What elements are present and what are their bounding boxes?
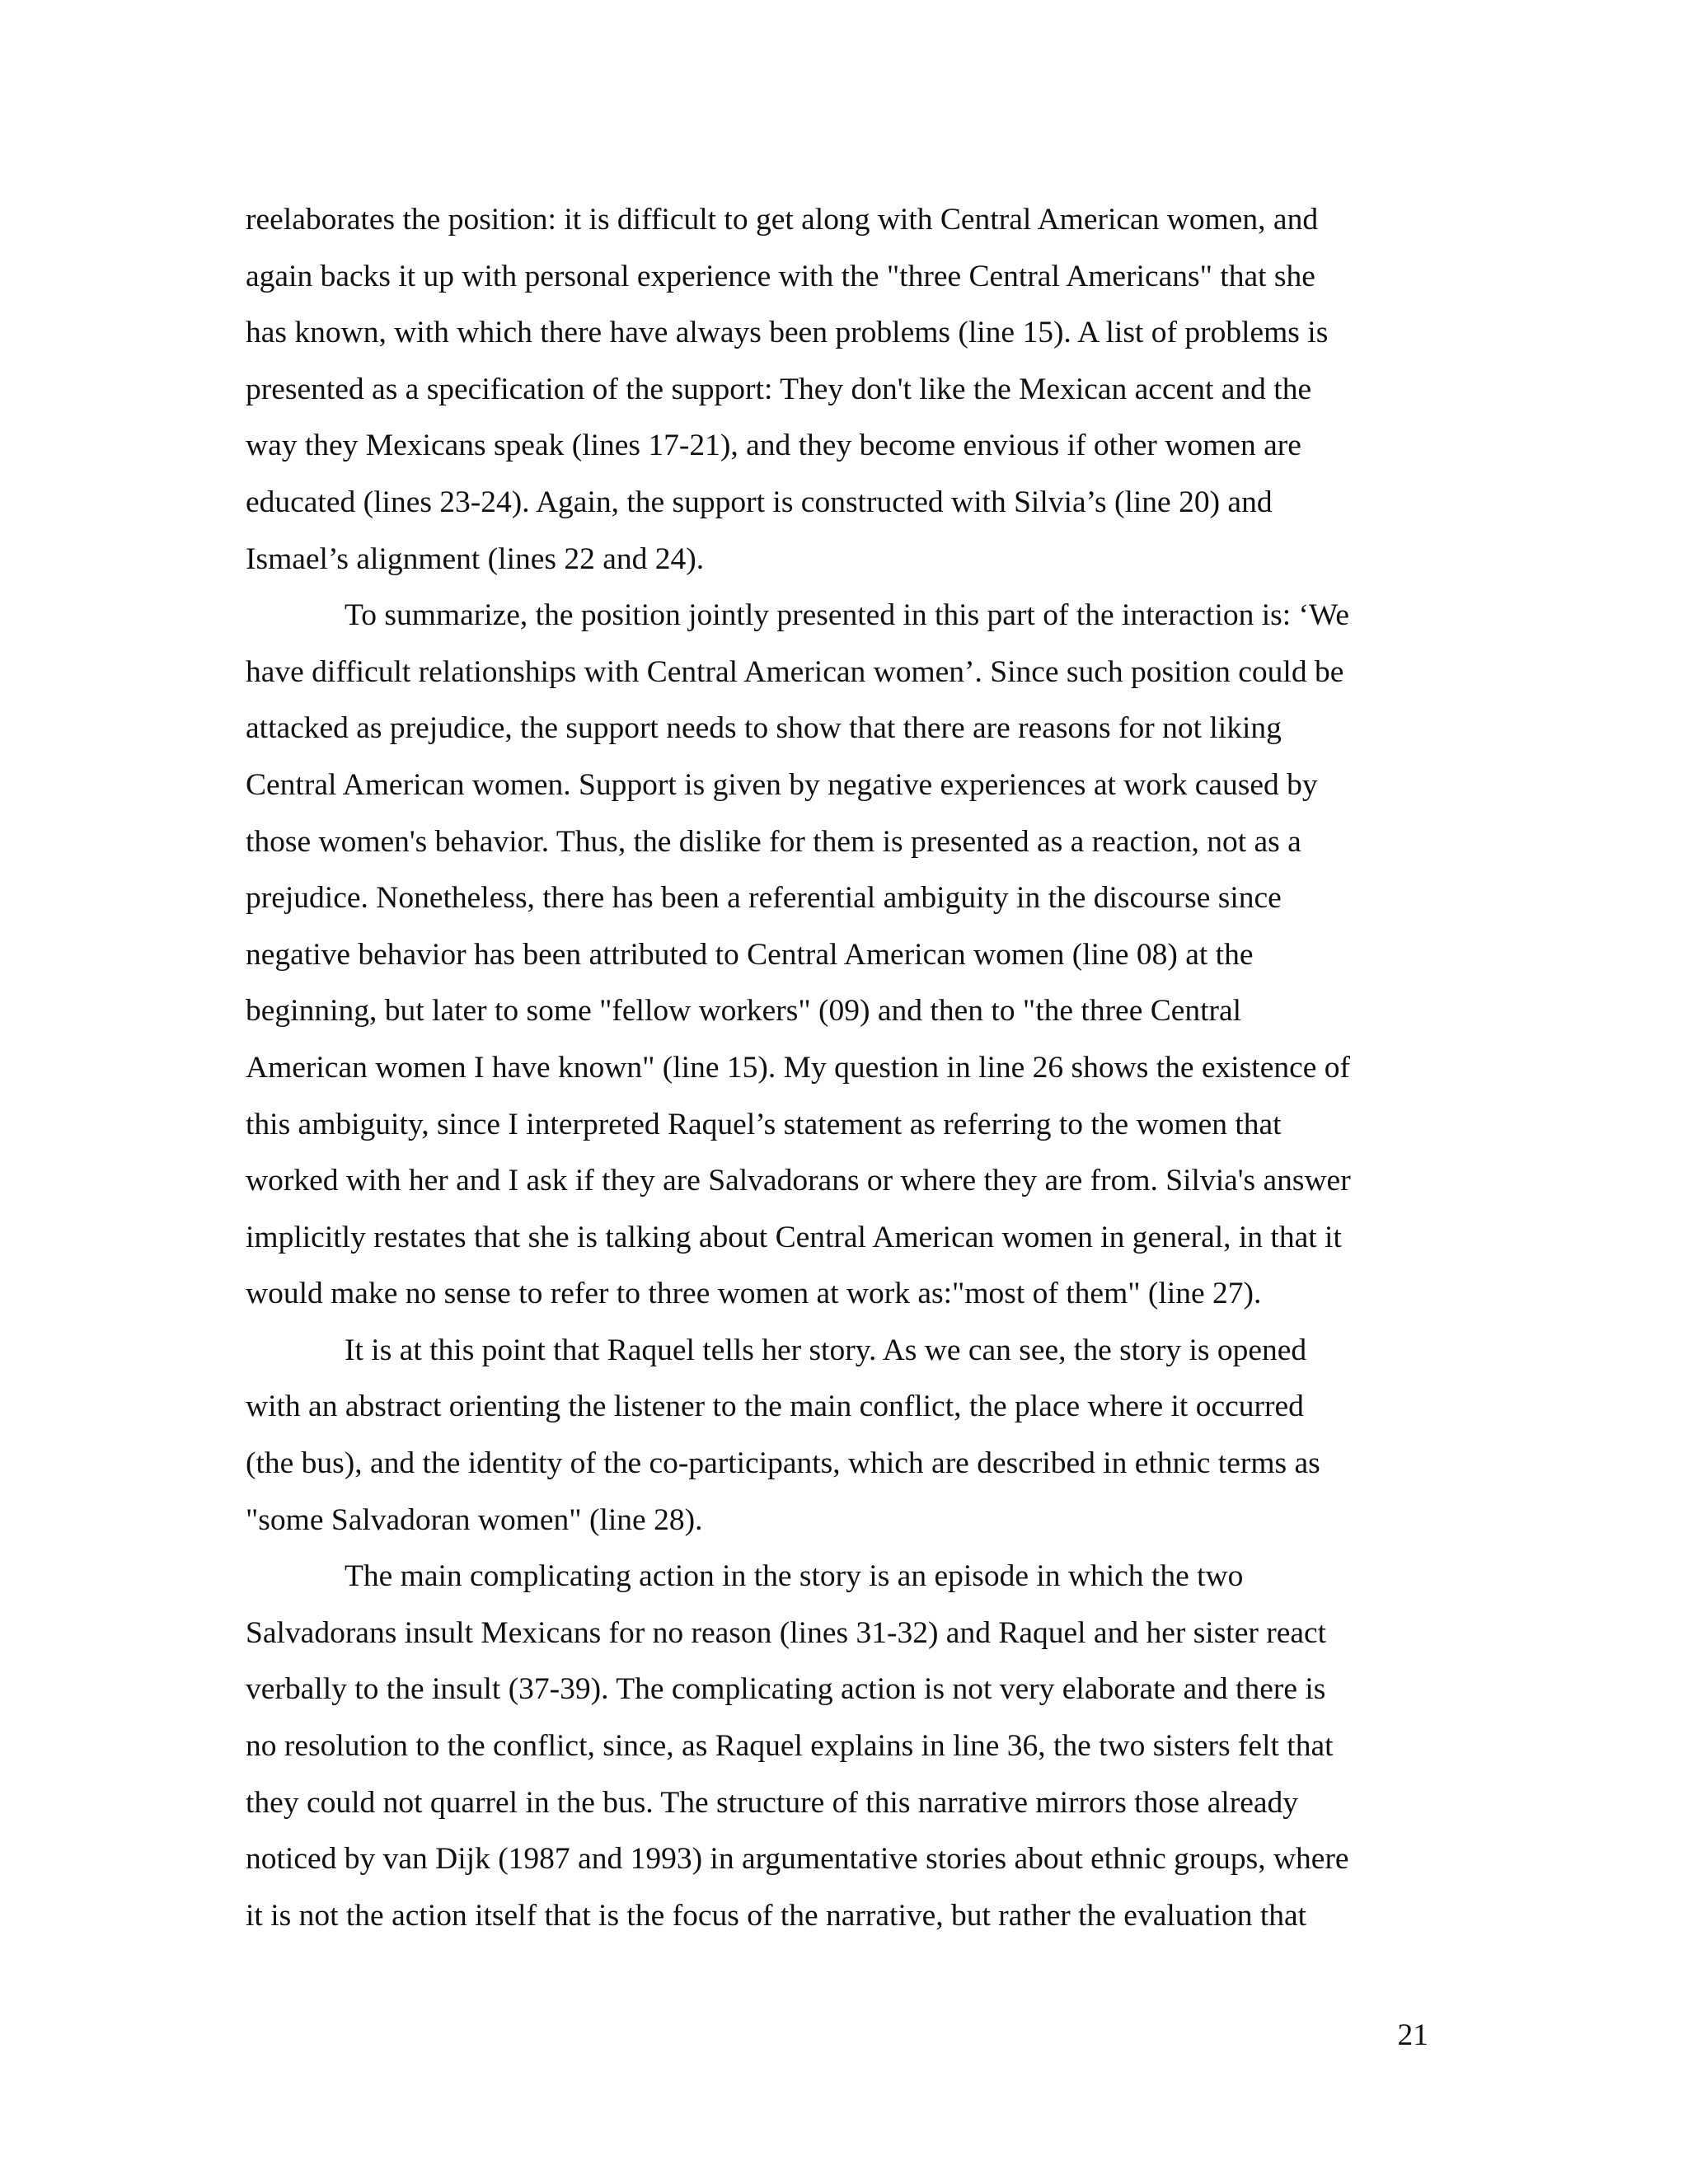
text-line: attacked as prejudice, the support needs to show that there are reasons for not liking	[246, 711, 1282, 746]
text-line: they could not quarrel in the bus. The structure of this narrative mirrors those already	[246, 1785, 1299, 1820]
text-line: it is not the action itself that is the focus of the narrative, but rather the evaluation that	[246, 1898, 1307, 1933]
text-line: have difficult relationships with Central American women’. Since such position could be	[246, 654, 1344, 689]
text-line: prejudice. Nonetheless, there has been a referential ambiguity in the discourse since	[246, 881, 1282, 916]
text-line: Central American women. Support is given by negative experiences at work caused by	[246, 767, 1318, 802]
text-line: Ismael’s alignment (lines 22 and 24).	[246, 541, 705, 576]
text-line: educated (lines 23-24). Again, the support is constructed with Silvia’s (line 20) and	[246, 485, 1273, 519]
paragraph	[246, 192, 1457, 588]
text-line: It is at this point that Raquel tells her story. As we can see, the story is opened	[345, 1333, 1307, 1367]
text-line: The main complicating action in the story is an episode in which the two	[345, 1559, 1244, 1594]
text-line: again backs it up with personal experience with the "three Central Americans" that she	[246, 259, 1315, 293]
paragraph	[246, 1323, 1457, 1549]
text-line: negative behavior has been attributed to Central American women (line 08) at the	[246, 937, 1254, 972]
text-line: American women I have known" (line 15). My question in line 26 shows the existence of	[246, 1050, 1351, 1085]
text-line: no resolution to the conflict, since, as Raquel explains in line 36, the two sisters felt that	[246, 1729, 1334, 1764]
text-line: has known, with which there have always been problems (line 15). A list of problems is	[246, 316, 1329, 350]
text-line: this ambiguity, since I interpreted Raquel’s statement as referring to the women that	[246, 1107, 1282, 1141]
text-line: way they Mexicans speak (lines 17-21), and they become envious if other women are	[246, 429, 1301, 463]
text-line: Salvadorans insult Mexicans for no reason (lines 31-32) and Raquel and her sister react	[246, 1615, 1327, 1650]
text-line: noticed by van Dijk (1987 and 1993) in argumentative stories about ethnic groups, where	[246, 1842, 1349, 1877]
text-line: beginning, but later to some "fellow workers" (09) and then to "the three Central	[246, 994, 1242, 1029]
text-line: with an abstract orienting the listener to the main conflict, the place where it occurred	[246, 1390, 1304, 1424]
body-text	[246, 192, 1457, 1944]
paragraph	[246, 588, 1457, 1323]
text-line: reelaborates the position: it is difficult to get along with Central American women, and	[246, 203, 1319, 237]
text-line: To summarize, the position jointly presented in this part of the interaction is: ‘We	[345, 598, 1350, 633]
text-line: worked with her and I ask if they are Salvadorans or where they are from. Silvia's answer	[246, 1164, 1351, 1198]
text-line: verbally to the insult (37-39). The complicating action is not very elaborate and there is	[246, 1672, 1326, 1707]
text-line: (the bus), and the identity of the co-participants, which are described in ethnic terms as	[246, 1446, 1320, 1481]
text-line: presented as a specification of the support: They don't like the Mexican accent and the	[246, 372, 1312, 406]
text-line: those women's behavior. Thus, the dislike for them is presented as a reaction, not as a	[246, 824, 1301, 859]
text-line: would make no sense to refer to three women at work as:"most of them" (line 27).	[246, 1277, 1262, 1311]
text-line: implicitly restates that she is talking about Central American women in general, in that it	[246, 1220, 1342, 1254]
page-number: 21	[1397, 2018, 1428, 2052]
paragraph	[246, 1549, 1457, 1944]
text-line: "some Salvadoran women" (line 28).	[246, 1502, 703, 1537]
